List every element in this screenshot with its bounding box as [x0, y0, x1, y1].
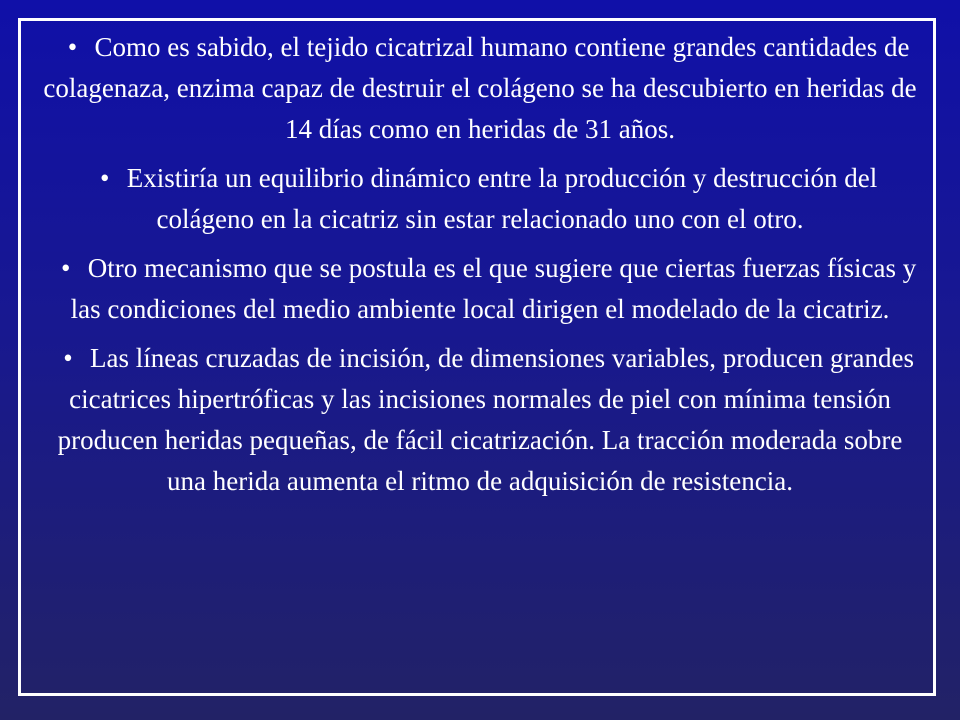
bullet-dot-icon: •	[63, 343, 73, 373]
bullet-text-1: Como es sabido, el tejido cicatrizal humano contiene grandes cantidades de colagenaza, enzima capaz de destruir el colágeno se ha descubierto en heridas de 14 días como en heridas de 31 años.	[43, 32, 917, 144]
bullet-text-4: Las líneas cruzadas de incisión, de dimensiones variables, producen grandes cicatrices hipertróficas y las incisiones normales de piel con mínima tensión producen heridas pequeñas, de fácil cicatrización. La tracción moderada sobre una herida aumenta el ritmo de adquisición de resistencia.	[57, 343, 914, 496]
bullet-item-1	[30, 27, 930, 150]
slide-bullet-list	[30, 27, 930, 510]
bullet-text-3: Otro mecanismo que se postula es el que sugiere que ciertas fuerzas físicas y las condiciones del medio ambiente local dirigen el modelado de la cicatriz.	[70, 253, 917, 324]
bullet-text-2: Existiría un equilibrio dinámico entre la producción y destrucción del colágeno en la cicatriz sin estar relacionado uno con el otro.	[126, 163, 878, 234]
bullet-item-2	[30, 158, 930, 240]
bullet-dot-icon: •	[67, 32, 78, 62]
bullet-dot-icon: •	[100, 163, 110, 193]
bullet-item-3	[30, 248, 930, 330]
bullet-dot-icon: •	[61, 253, 71, 283]
bullet-item-4	[30, 338, 930, 502]
